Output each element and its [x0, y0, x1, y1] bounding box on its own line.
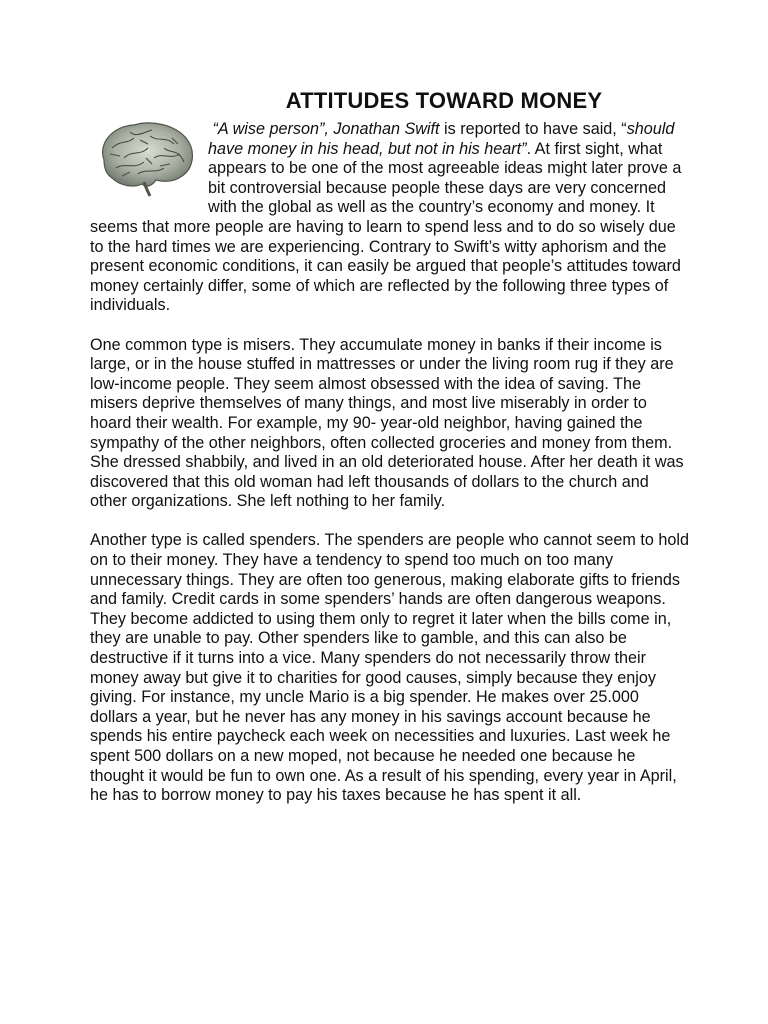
document-title: ATTITUDES TOWARD MONEY — [285, 88, 603, 113]
misers-paragraph: One common type is misers. They accumulate money in banks if their income is large, or in the house stuffed in mattresses or under the living room rug if they are low-income people. They seem almost obsessed with the idea of saving. The misers deprive themselves of many things, and most live miserably in order to hoard their wealth. For example, my 90- year-old neighbor, having gained the sympathy of the other neighbors, often collected groceries and money from them. She dressed shabbily, and lived in an old deteriorated house. After her death it was discovered that this old woman had left thousands of dollars to the church and other organizations. She left nothing to her family. — [90, 335, 684, 511]
intro-text-1: is reported to have said, “ — [439, 120, 627, 138]
intro-text-2: . At first sight, what appears to be one of the most agreeable ideas might later prove a bit controversial because people these days are very concerned with the global as well as the country’s economy and money. It seems that more people are having to learn to spend less and to do so wisely due to the hard times we are experiencing. Contrary to Swift’s witty aphorism and the present economic conditions, it can easily be argued that people’s attitudes toward money certainly differ, some of which are reflected by the following three types of individuals. — [90, 139, 682, 315]
swift-quote: should have money in his head, but not in his heart” — [208, 120, 675, 158]
document-body — [90, 120, 690, 825]
brain-money-image — [94, 118, 198, 198]
quote-attribution: “A wise person”, Jonathan Swift — [212, 120, 440, 138]
spenders-paragraph: Another type is called spenders. The spenders are people who cannot seem to hold on to their money. They have a tendency to spend too much on too many unnecessary things. They are often too generous, making elaborate gifts to friends and family. Credit cards in some spenders’ hands are often dangerous weapons. They become addicted to using them only to regret it later when the bills come in, they are unable to pay. Other spenders like to gamble, and this can also be destructive if it turns into a vice. Many spenders do not necessarily throw their money away but give it to charities for good causes, simply because they enjoy giving. For instance, my uncle Mario is a big spender. He makes over 25.000 dollars a year, but he never has any money in his savings account because he spends his entire paycheck each week on necessities and luxuries. Last week he spent 500 dollars on a new moped, not because he needed one because he thought it would be fun to own one. As a result of his spending, every year in April, he has to borrow money to pay his taxes because he has spent it all. — [90, 531, 690, 805]
